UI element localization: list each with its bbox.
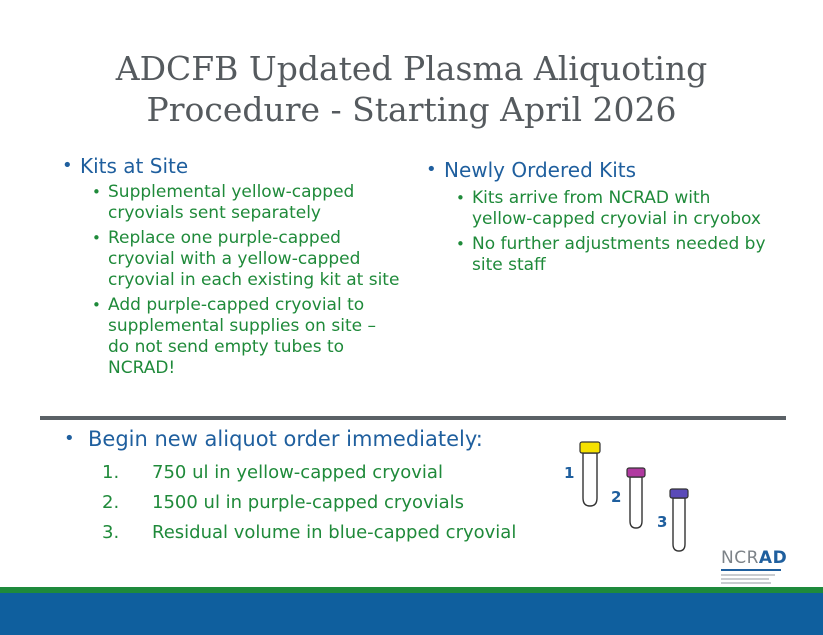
logo-underline [721,569,781,571]
list-item: • Supplemental yellow-capped cryovials sent separately [92,182,402,224]
step-number: 3. [102,522,120,543]
step-text: 750 ul in yellow-capped cryovial [152,462,443,483]
aliquot-order-heading: • Begin new aliquot order immediately: [64,424,516,454]
tube-label-3: 3 [657,513,668,531]
list-item: • Kits arrive from NCRAD with yellow-capped cryovial in cryobox [456,188,766,230]
purple-cryovial-icon [625,466,647,530]
ncrad-logo-wordmark: NCRAD [721,548,788,568]
left-column [62,154,402,379]
slide-title [0,48,823,130]
step-item [64,488,516,518]
section-divider [40,416,786,420]
step-number: 2. [102,492,120,513]
newly-ordered-kits-list [456,188,766,276]
tube-label-1: 1 [564,464,575,482]
kits-at-site-heading: • Kits at Site [62,154,402,178]
title-line-1: ADCFB Updated Plasma Aliquoting [115,49,708,88]
title-line-2: Procedure - Starting April 2026 [146,90,677,129]
aliquot-steps [64,458,516,548]
kits-at-site-list [92,182,402,379]
step-item [64,518,516,548]
blue-cryovial-icon [668,487,690,553]
right-column [426,158,766,276]
ncrad-logo [721,548,788,584]
list-item: • No further adjustments needed by site staff [456,234,766,276]
list-item: • Add purple-capped cryovial to supplemental supplies on site – do not send empty tubes to NCRAD! [92,295,402,379]
step-number: 1. [102,462,120,483]
step-item [64,458,516,488]
footer-blue-band [0,593,823,635]
logo-tagline-graphic [721,574,785,584]
step-text: Residual volume in blue-capped cryovial [152,522,517,543]
yellow-cryovial-icon [578,440,602,508]
aliquot-order-section [64,424,516,548]
tube-label-2: 2 [611,488,622,506]
newly-ordered-kits-heading: • Newly Ordered Kits [426,158,766,182]
list-item: • Replace one purple-capped cryovial with a yellow-capped cryovial in each existing kit at site [92,228,402,291]
step-text: 1500 ul in purple-capped cryovials [152,492,465,513]
